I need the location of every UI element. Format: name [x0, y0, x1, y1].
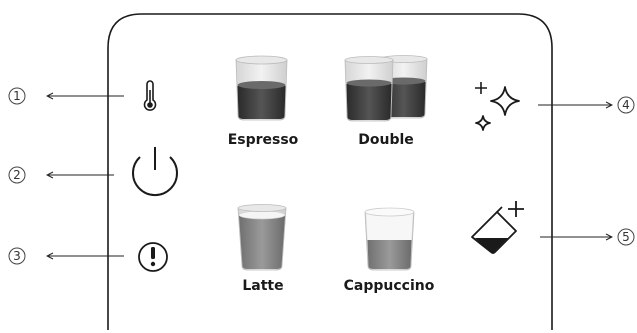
sparkle-icon[interactable]	[475, 82, 519, 130]
cappuccino-glass-icon	[365, 208, 414, 270]
espresso-button[interactable]	[228, 56, 299, 148]
double-button[interactable]	[345, 56, 427, 149]
callout-4-number: 4	[622, 98, 630, 112]
power-button[interactable]	[133, 147, 177, 195]
callout-5	[540, 229, 634, 245]
callout-3-number: 3	[13, 249, 21, 263]
latte-label: Latte	[242, 278, 284, 294]
double-label: Double	[358, 132, 414, 148]
cappuccino-label: Cappuccino	[343, 278, 435, 294]
alert-icon[interactable]	[139, 243, 167, 271]
panel-outline	[108, 14, 552, 330]
callout-3	[9, 248, 124, 264]
espresso-label: Espresso	[227, 132, 299, 148]
callout-1	[9, 88, 124, 104]
callout-2	[9, 167, 114, 183]
callout-1-number: 1	[13, 89, 21, 103]
thermometer-icon[interactable]	[145, 81, 156, 110]
double-cups-icon	[345, 56, 427, 122]
espresso-cup-icon	[236, 56, 287, 120]
latte-button[interactable]	[238, 205, 286, 295]
callout-5-number: 5	[622, 230, 630, 244]
descale-icon[interactable]	[472, 201, 524, 253]
callout-2-number: 2	[13, 168, 21, 182]
latte-glass-icon	[238, 205, 286, 271]
cappuccino-button[interactable]	[344, 208, 435, 294]
